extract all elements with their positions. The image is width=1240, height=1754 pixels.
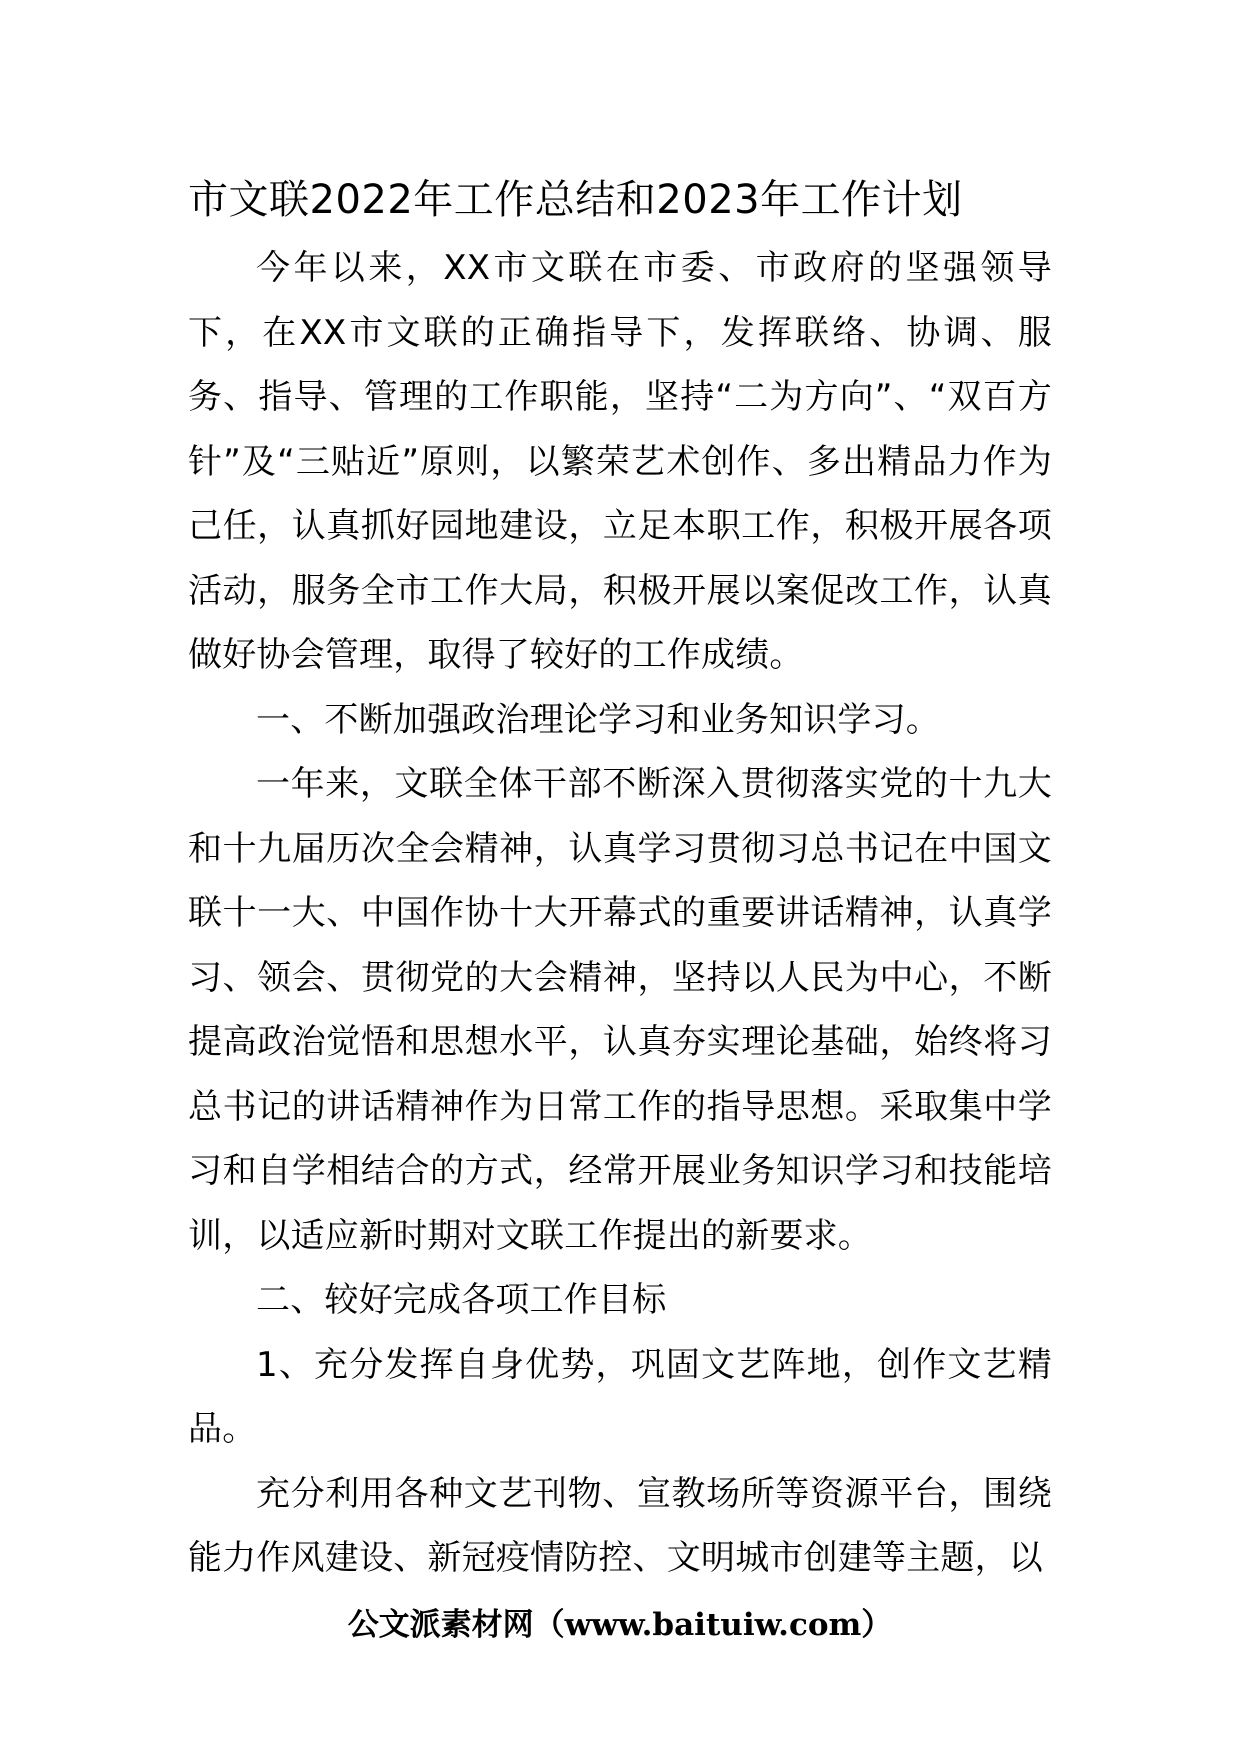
intro-paragraph: 今年以来，XX市文联在市委、市政府的坚强领导下，在XX市文联的正确指导下，发挥联络、协调、服务、指导、管理的工作职能，坚持“二为方向”、“双百方针”及“三贴近”原则，以繁荣艺术创作、多出精品力作为己任，认真抓好园地建设，立足本职工作，积极开展各项活动，服务全市工作大局，积极开展以案促改工作，认真做好协会管理，取得了较好的工作成绩。 <box>188 248 1052 675</box>
document-title: 市文联2022年工作总结和2023年工作计划 <box>188 177 963 223</box>
footer-watermark: 公文派素材网（www.baituiw.com） <box>347 1607 893 1643</box>
subsection-1-paragraph: 充分利用各种文艺刊物、宣教场所等资源平台，围绕能力作风建设、新冠疫情防控、文明城市创建等主题，以 <box>188 1473 1052 1578</box>
section-heading-1: 一、不断加强政治理论学习和业务知识学习。 <box>256 699 940 740</box>
section-1-paragraph: 一年来，文联全体干部不断深入贯彻落实党的十九大和十九届历次全会精神，认真学习贯彻习总书记在中国文联十一大、中国作协十大开幕式的重要讲话精神，认真学习、领会、贯彻党的大会精神，坚持以人民为中心，不断提高政治觉悟和思想水平，认真夯实理论基础，始终将习总书记的讲话精神作为日常工作的指导思想。采取集中学习和自学相结合的方式，经常开展业务知识学习和技能培训，以适应新时期对文联工作提出的新要求。 <box>188 764 1052 1256</box>
subsection-heading-1: 1、充分发挥自身优势，巩固文艺阵地，创作文艺精品。 <box>188 1344 1052 1449</box>
document-body <box>188 236 1052 1591</box>
section-heading-2: 二、较好完成各项工作目标 <box>256 1280 667 1320</box>
